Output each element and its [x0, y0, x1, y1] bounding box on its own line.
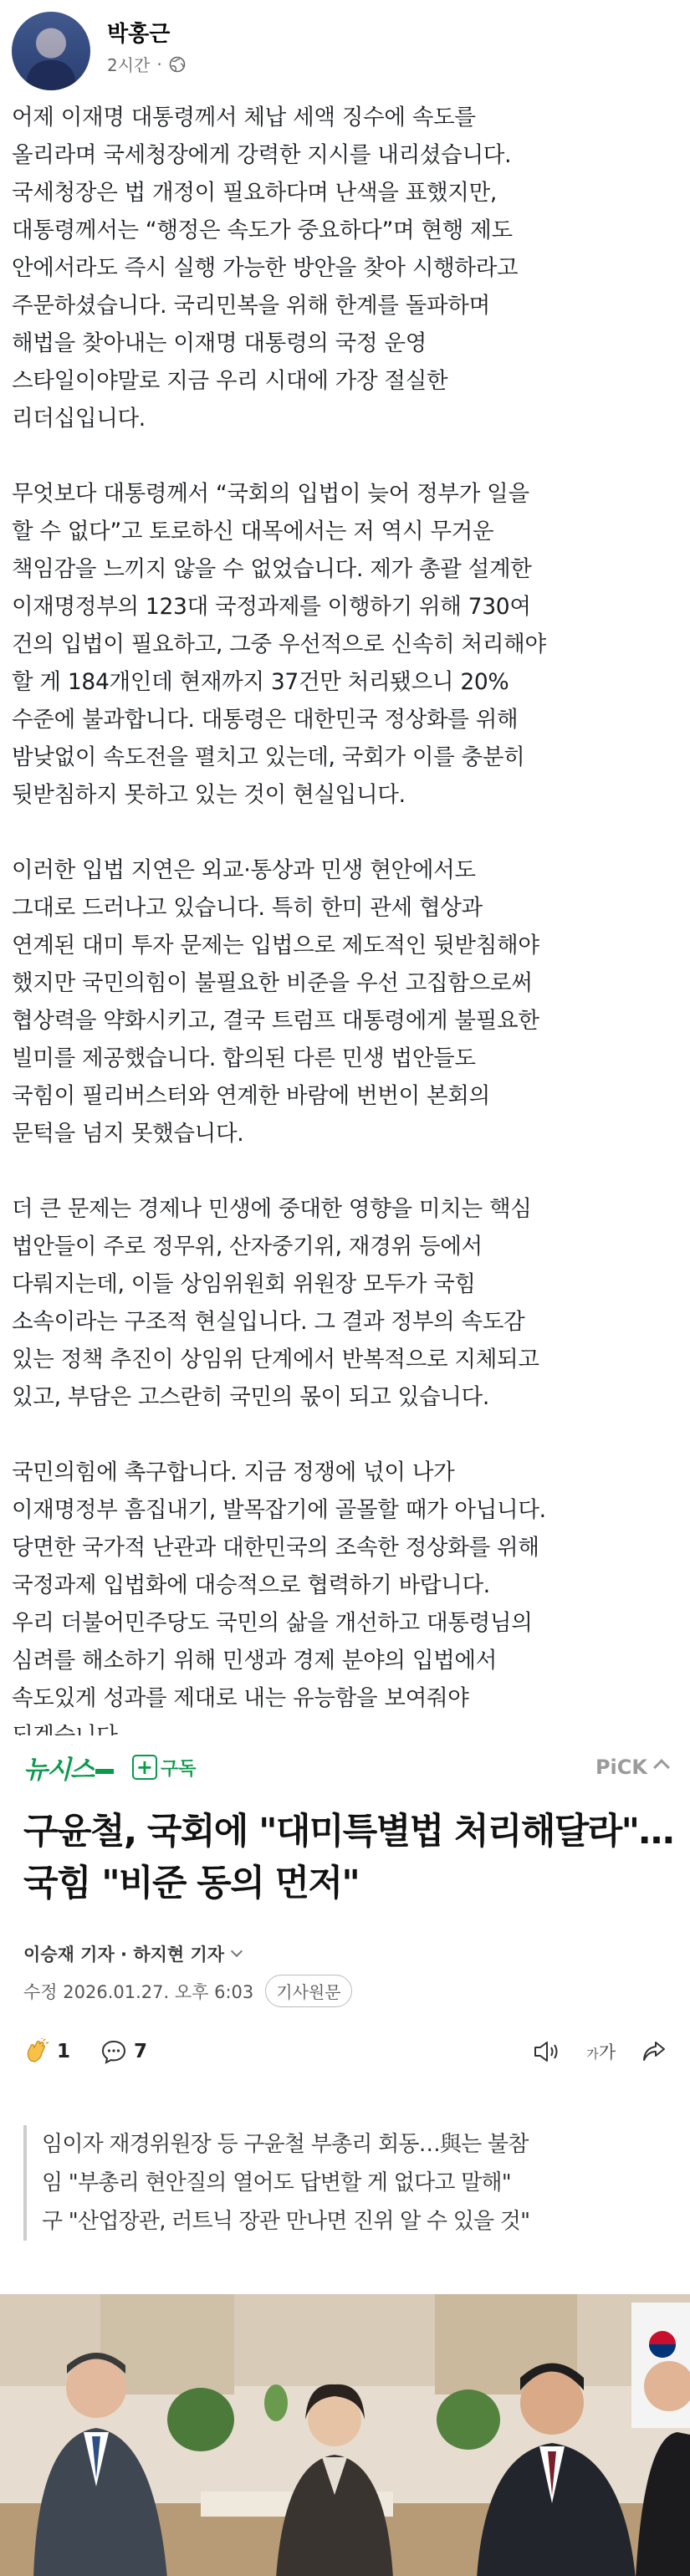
post-paragraph: 무엇보다 대통령께서 “국회의 입법이 늦어 정부가 일을 할 수 없다”고 토로하신 대목에서는 저 역시 무거운 책임감을 느끼지 않을 수 없었습니다. 제가 총괄 설계한 이재명정부의 123대 국정과제를 이행하기 위해 730여 건의 입법이 필요하고, 그중 우선적으로 신속히 처리해야 할 게 184개인데 현재까지 37건만 처리됐으니 20% 수준에 불과합니다. 대통령은 대한민국 정상화를 위해 밤낮없이 속도전을 펼치고 있는데, 국회가 이를 충분히 뒷받침하지 못하고 있는 것이 현실입니다.: [12, 481, 546, 808]
font-size-small: 가: [586, 2047, 599, 2062]
post-paragraph: 이러한 입법 지연은 외교·통상과 민생 현안에서도 그대로 드러나고 있습니다. 특히 한미 관세 협상과 연계된 대미 투자 문제는 입법으로 제도적인 뒷받침해야 했지만 국민의힘이 불필요한 비준을 우선 고집함으로써 협상력을 약화시키고, 결국 트럼프 대통령에게 불필요한 빌미를 제공했습니다. 합의된 다른 민생 법안들도 국힘이 필리버스터와 연계한 바람에 번번이 본회의 문턱을 넘지 못했습니다.: [12, 857, 539, 1147]
font-size-button[interactable]: [586, 2039, 616, 2064]
speaker-icon[interactable]: [533, 2039, 561, 2064]
author-avatar[interactable]: [12, 12, 90, 90]
clap-icon: [23, 2038, 50, 2065]
article-photo[interactable]: [0, 2294, 690, 2576]
post-body: [12, 99, 681, 1755]
subscribe-label: 구독: [160, 1758, 197, 1780]
chevron-right-icon: [653, 1759, 670, 1776]
article-summary: [23, 2125, 676, 2241]
summary-line: 임 "부총리 현안질의 열어도 답변할 게 없다고 말해": [42, 2170, 511, 2195]
shared-article[interactable]: [0, 1735, 690, 2576]
like-reaction[interactable]: [23, 2038, 70, 2065]
article-reporters[interactable]: [23, 1941, 241, 1966]
original-article-button[interactable]: 기사원문: [265, 1975, 351, 2007]
subscribe-button[interactable]: [132, 1755, 197, 1781]
pick-label: PiCK: [595, 1756, 647, 1779]
meta-separator: ·: [156, 54, 162, 74]
post-paragraph: 어제 이재명 대통령께서 체납 세액 징수에 속도를 올리라며 국세청장에게 강력한 지시를 내리셨습니다. 국세청장은 법 개정이 필요하다며 난색을 표했지만, 대통령께서는 “행정은 속도가 중요하다”며 현행 제도 안에서라도 즉시 실행 가능한 방안을 찾아 시행하라고 주문하셨습니다. 국리민복을 위해 한계를 돌파하며 해법을 찾아내는 이재명 대통령의 국정 운영 스타일이야말로 지금 우리 시대에 가장 절실한 리더십입니다.: [12, 105, 519, 432]
summary-line: 구 "산업장관, 러트닉 장관 만나면 진위 알 수 있을 것": [42, 2209, 530, 2234]
post-header: [0, 0, 690, 92]
author-name[interactable]: 박홍근: [107, 22, 171, 47]
post-paragraph: 국민의힘에 촉구합니다. 지금 정쟁에 넋이 나가 이재명정부 흠집내기, 발목잡기에 골몰할 때가 아닙니다. 당면한 국가적 난관과 대한민국의 조속한 정상화를 위해 국정과제 입법화에 대승적으로 협력하기 바랍니다. 우리 더불어민주당도 국민의 삶을 개선하고 대통령님의 심려를 해소하기 위해 민생과 경제 분야의 입법에서 속도있게 성과를 제대로 내는 유능함을 보여줘야: [12, 1459, 546, 1711]
globe-icon: [169, 56, 186, 73]
article-headline[interactable]: 구윤철, 국회에 "대미특별법 처리해달라"…국힘 "비준 동의 먼저": [23, 1811, 673, 1904]
modified-date: 수정 2026.01.27. 오후 6:03: [23, 1981, 254, 2002]
newsis-logo[interactable]: [23, 1749, 114, 1786]
post-time[interactable]: 2시간: [107, 55, 151, 75]
chevron-down-icon: [231, 1945, 243, 1957]
post-meta: [107, 52, 186, 76]
comment-count: 7: [134, 2041, 148, 2062]
comment-icon: [100, 2039, 127, 2064]
post-paragraph: 더 큰 문제는 경제나 민생에 중대한 영향을 미치는 핵심 법안들이 주로 정무위, 산자중기위, 재경위 등에서 다뤄지는데, 이들 상임위원회 위원장 모두가 국힘 소속이라는 구조적 현실입니다. 그 결과 정부의 속도감 있는 정책 추진이 상임위 단계에서 반복적으로 지체되고 있고, 부담은 고스란히 국민의 몫이 되고 있습니다.: [12, 1196, 539, 1410]
summary-line: 임이자 재경위원장 등 구윤철 부총리 회동…與는 불참: [42, 2132, 529, 2157]
article-brand-row: [23, 1747, 667, 1787]
plus-icon: +: [132, 1755, 157, 1780]
comment-reaction[interactable]: [100, 2039, 147, 2064]
reporter-names: 이승재 기자 · 하지현 기자: [23, 1945, 225, 1965]
font-size-large: 가: [598, 2042, 616, 2062]
pick-badge[interactable]: [595, 1756, 667, 1779]
article-dates: [23, 1975, 352, 2007]
like-count: 1: [57, 2041, 71, 2062]
share-icon[interactable]: [641, 2039, 667, 2064]
article-action-row: [23, 2033, 667, 2070]
brand-name: 뉴시스: [23, 1756, 94, 1785]
article-tools: [533, 2039, 667, 2064]
